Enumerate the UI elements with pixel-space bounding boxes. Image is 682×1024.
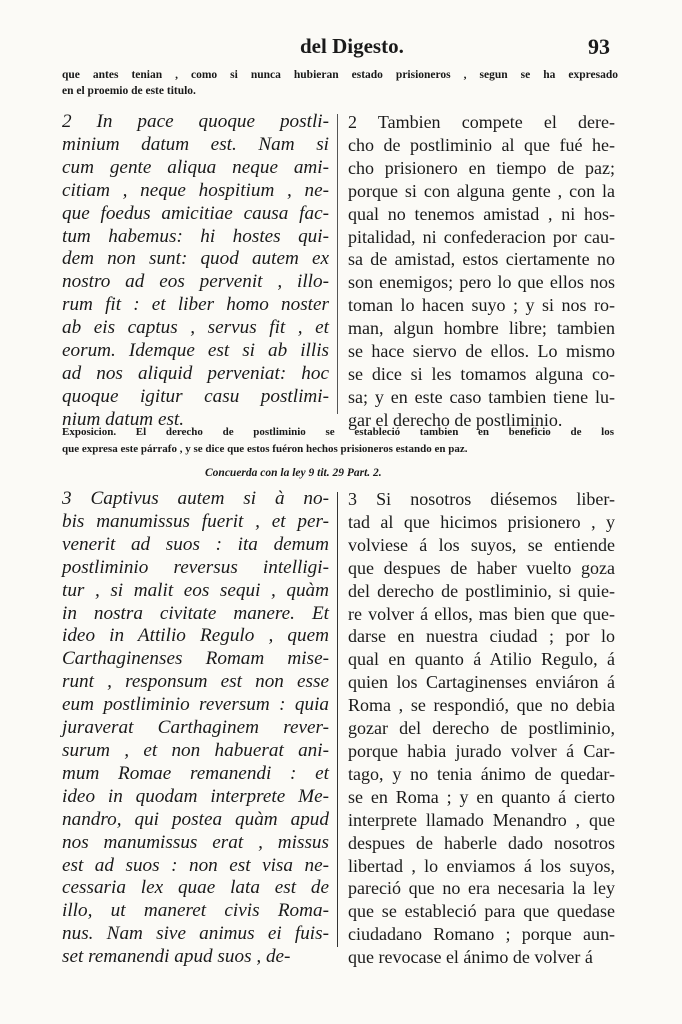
- text-line: porque si con alguna gente , con la: [348, 180, 615, 201]
- text-line: minium datum est. Nam si: [62, 133, 329, 155]
- running-header: [0, 34, 682, 66]
- text-line: sa; y en este caso tambien tiene lu-: [348, 386, 615, 407]
- text-line: toman lo hacen suyo ; y si nos ro-: [348, 295, 615, 316]
- text-line: darse en nuestra ciudad ; por lo: [348, 626, 615, 647]
- text-line: son enemigos; pero lo que ellos nos: [348, 272, 615, 293]
- running-title: del Digesto.: [300, 34, 404, 58]
- text-line: ab eis captus , servus fit , et: [62, 317, 329, 339]
- text-line: qual no tenemos amistad , ni hos-: [348, 203, 615, 224]
- text-line: pitalidad, ni confederacion por cau-: [348, 226, 615, 247]
- text-line: se en Roma ; y en quanto á cierto: [348, 786, 615, 807]
- text-line: man, algun hombre libre; tambien: [348, 318, 615, 339]
- section-2-spanish-column: [348, 111, 615, 432]
- text-line: citiam , neque hospitium , ne-: [62, 179, 329, 201]
- text-line: nium datum est.: [62, 408, 185, 430]
- text-line: pareció que no era necesaria la ley: [348, 878, 615, 899]
- column-divider: [337, 492, 338, 947]
- section-2-latin-column: [62, 111, 329, 432]
- text-line: runt , responsum est non esse: [62, 671, 329, 693]
- text-line: Roma , se respondió, que no debia: [348, 695, 615, 716]
- text-line: dem non sunt: quod autem ex: [62, 248, 329, 270]
- text-line: tum habemus: hi hostes qui-: [62, 225, 329, 247]
- text-line: nus. Nam sive animus ei fuis-: [62, 923, 329, 945]
- text-line: que foedus amicitiae causa fac-: [62, 202, 329, 224]
- text-line: libertad , lo enviamos á los suyos,: [348, 855, 615, 876]
- text-line: se dice si les tomamos alguna co-: [348, 363, 615, 384]
- section-3-spanish-column: [348, 488, 615, 969]
- text-line: 3 Captivus autem si à no-: [62, 488, 329, 509]
- text-line: se hace siervo de ellos. Lo mismo: [348, 341, 615, 362]
- text-line: gar el derecho de postliminio.: [348, 409, 563, 430]
- text-line: cum gente aliqua neque ami-: [62, 156, 329, 178]
- carryover-line: en el proemio de este titulo.: [62, 85, 196, 97]
- text-line: Carthaginenses Romam mise-: [62, 648, 329, 670]
- text-line: mum Romae remanendi : et: [62, 762, 329, 784]
- concordance-note: Concuerda con la ley 9 tit. 29 Part. 2.: [205, 467, 382, 479]
- text-line: 2 Tambien compete el dere-: [348, 112, 615, 132]
- text-line: est ad suos : non est visa ne-: [62, 854, 329, 876]
- section-3-latin-column: [62, 488, 329, 969]
- text-line: quoque igitur casu postlimi-: [62, 385, 329, 407]
- text-line: nos manumissus erat , missus: [62, 831, 329, 853]
- text-line: postliminio reversus intelligi-: [62, 556, 329, 578]
- text-line: 2 In pace quoque postli-: [62, 111, 329, 132]
- text-line: set remanendi apud suos , de-: [62, 946, 291, 968]
- text-line: ideo in quodam interprete Me-: [62, 785, 329, 807]
- text-line: illo, ut maneret civis Roma-: [62, 900, 329, 922]
- text-line: eorum. Idemque est si ab illis: [62, 340, 329, 362]
- exposicion-line: Exposicion. El derecho de postliminio se estableció tambien en beneficio de los: [62, 426, 614, 438]
- text-line: qual en quanto á Atilio Regulo, á: [348, 649, 615, 670]
- text-line: bis manumissus fuerit , et per-: [62, 510, 329, 532]
- text-line: re volver á ellos, mas bien que que-: [348, 603, 615, 624]
- text-line: despues de haberle dado nosotros: [348, 832, 615, 853]
- text-line: 3 Si nosotros diésemos liber-: [348, 489, 615, 509]
- exposicion-line: que expresa este párrafo , y se dice que estos fuéron hechos prisioneros estando en paz.: [62, 442, 468, 455]
- carryover-paragraph: [62, 67, 618, 99]
- text-line: sa de amistad, estos ciertamente no: [348, 249, 615, 270]
- text-line: ciudadano Romano ; porque aun-: [348, 924, 615, 945]
- text-line: interprete llamado Menandro , que: [348, 809, 615, 830]
- text-line: in nostra civitate manere. Et: [62, 602, 329, 624]
- text-line: tur , si malit eos sequi , quàm: [62, 579, 329, 601]
- text-line: tad al que hicimos prisionero , y: [348, 511, 615, 532]
- text-line: porque habia jurado volver á Car-: [348, 740, 615, 761]
- text-line: juraverat Carthaginem rever-: [62, 717, 329, 739]
- carryover-line: que antes tenian , como si nunca hubieran estado prisioneros , segun se ha expresado: [62, 69, 618, 81]
- exposicion-note: [62, 424, 614, 457]
- text-line: tago, y no tenia ánimo de quedar-: [348, 763, 615, 784]
- text-line: rum fit : et liber homo noster: [62, 294, 329, 316]
- text-line: que revocase el ánimo de volver á: [348, 947, 593, 968]
- page-number: 93: [588, 34, 610, 59]
- text-line: ideo in Attilio Regulo , quem: [62, 625, 329, 647]
- text-line: quien los Cartaginenses enviáron á: [348, 672, 615, 693]
- text-line: cho prisionero en tiempo de paz;: [348, 157, 615, 178]
- text-line: gozar del derecho de postliminio,: [348, 718, 615, 739]
- text-line: que se estableció para que quedase: [348, 901, 615, 922]
- text-line: venerit ad suos : ita demum: [62, 533, 329, 555]
- column-divider: [337, 114, 338, 414]
- text-line: ad nos aliquid perveniat: hoc: [62, 362, 329, 384]
- text-line: cessaria lex quae lata est de: [62, 877, 329, 899]
- text-line: eum postliminio reversum : quia: [62, 694, 329, 716]
- text-line: nandro, qui postea quàm apud: [62, 808, 329, 830]
- text-line: cho de postliminio al que fué he-: [348, 134, 615, 155]
- text-line: surum , et non habuerat ani-: [62, 739, 329, 761]
- text-line: nostro ad eos pervenit , illo-: [62, 271, 329, 293]
- text-line: volviese á los suyos, se entiende: [348, 534, 615, 555]
- text-line: que despues de haber vuelto goza: [348, 557, 615, 578]
- text-line: del derecho de postliminio, si quie-: [348, 580, 615, 601]
